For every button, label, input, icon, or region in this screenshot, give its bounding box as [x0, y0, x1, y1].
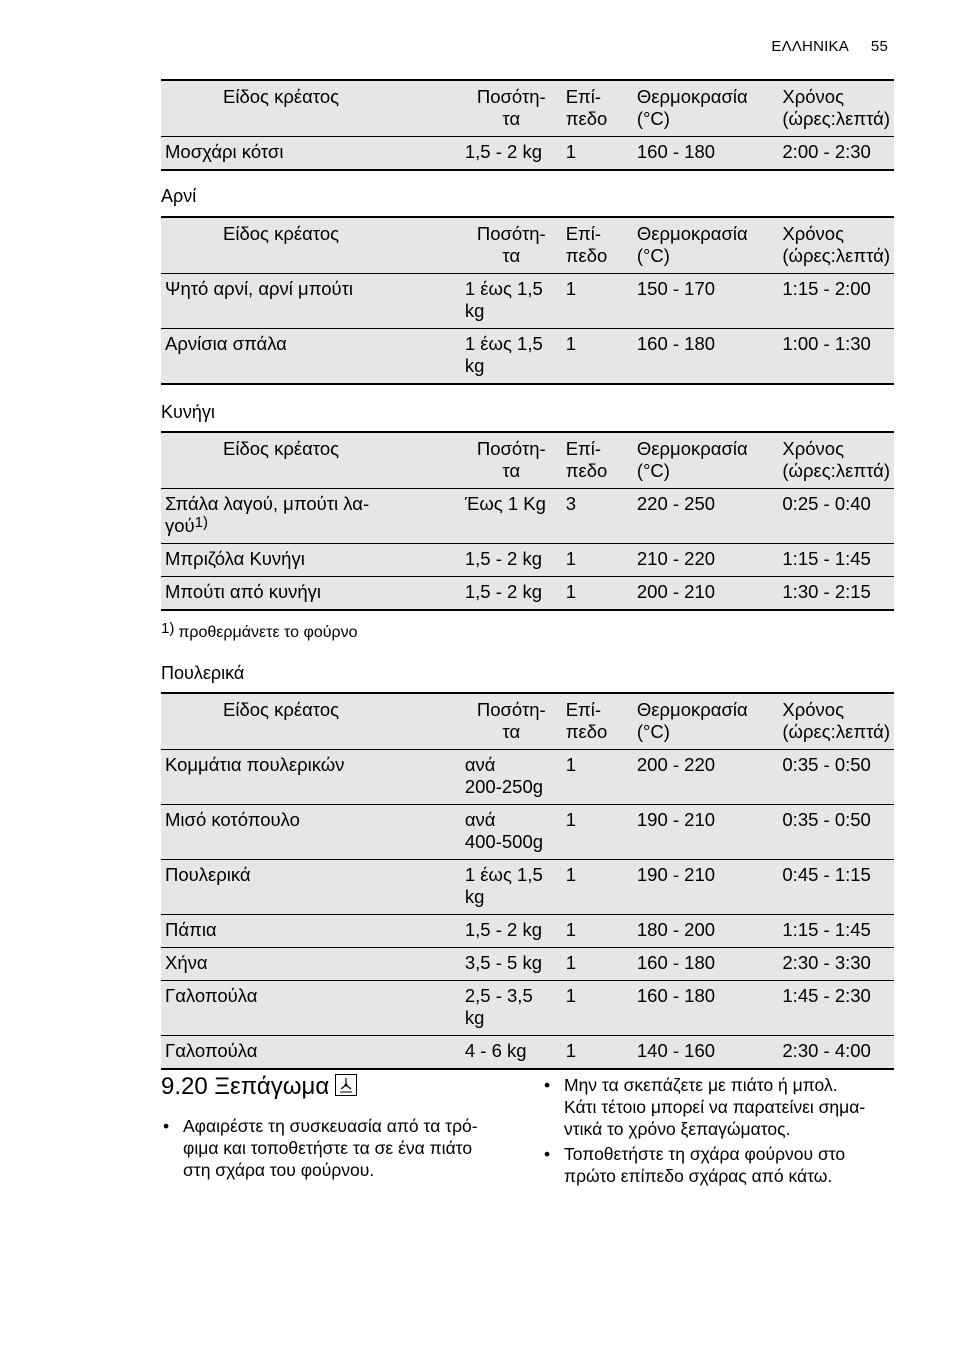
column-header: Επί- πεδο — [562, 80, 633, 137]
table-cell: 1 έως 1,5 kg — [461, 860, 562, 915]
column-header: Είδος κρέατος — [161, 693, 461, 750]
column-header: Χρόνος (ώρες:λεπτά) — [778, 432, 894, 489]
footnote-text: προθερμάνετε το φούρνο — [178, 624, 358, 641]
table-cell: Μισό κοτόπουλο — [161, 805, 461, 860]
table-header-row — [161, 693, 894, 750]
table-cell: Αρνίσια σπάλα — [161, 329, 461, 385]
defrost-section-title — [161, 1073, 357, 1101]
page-number: 55 — [870, 38, 888, 55]
table-cell: 2:30 - 3:30 — [778, 948, 894, 981]
list-item: • Αφαιρέστε τη συσκευασία από τα τρό- φιμα και τοποθετήστε τα σε ένα πιάτο στη σχάρα του φούρνου. — [161, 1115, 521, 1181]
table-cell: 1 — [562, 544, 633, 577]
table-cell: 2:00 - 2:30 — [778, 137, 894, 171]
game-table — [161, 431, 894, 611]
fan-icon — [335, 1074, 357, 1096]
table-cell: 200 - 220 — [633, 750, 779, 805]
table-row — [161, 750, 894, 805]
table-cell: ανά 200-250g — [461, 750, 562, 805]
table-cell: 3 — [562, 489, 633, 544]
table-cell: Μπριζόλα Κυνήγι — [161, 544, 461, 577]
table-row — [161, 274, 894, 329]
table-row — [161, 577, 894, 611]
game-section-title: Κυνήγι — [161, 402, 215, 422]
table-cell: 1:15 - 1:45 — [778, 915, 894, 948]
language-label: ΕΛΛΗΝΙΚΑ — [771, 38, 849, 55]
column-header: Είδος κρέατος — [161, 80, 461, 137]
list-item: • Τοποθετήστε τη σχάρα φούρνου στο πρώτο επίπεδο σχάρας από κάτω. — [542, 1143, 902, 1187]
table-row — [161, 137, 894, 171]
table-cell: 200 - 210 — [633, 577, 779, 611]
table-cell: 0:35 - 0:50 — [778, 805, 894, 860]
table-cell: Έως 1 Kg — [461, 489, 562, 544]
poultry-section-title: Πουλερικά — [161, 663, 245, 683]
table-cell: 1:45 - 2:30 — [778, 981, 894, 1036]
lamb-table — [161, 216, 894, 385]
table-cell: 1 — [562, 805, 633, 860]
page-header — [771, 38, 888, 55]
beef-table — [161, 79, 894, 171]
table-cell: 1 — [562, 1036, 633, 1070]
table-cell: 1,5 - 2 kg — [461, 915, 562, 948]
column-header: Χρόνος (ώρες:λεπτά) — [778, 693, 894, 750]
table-cell: 3,5 - 5 kg — [461, 948, 562, 981]
column-header: Ποσότη- τα — [461, 80, 562, 137]
game-footnote — [161, 620, 357, 642]
table-row — [161, 915, 894, 948]
table-cell: 190 - 210 — [633, 860, 779, 915]
table-cell: 160 - 180 — [633, 329, 779, 385]
table-cell: Γαλοπούλα — [161, 981, 461, 1036]
table-cell: 220 - 250 — [633, 489, 779, 544]
column-header: Είδος κρέατος — [161, 217, 461, 274]
table-cell: 1 — [562, 274, 633, 329]
table-cell: 140 - 160 — [633, 1036, 779, 1070]
table-cell: 1 — [562, 860, 633, 915]
column-header: Χρόνος (ώρες:λεπτά) — [778, 217, 894, 274]
column-header: Θερμοκρασία (°C) — [633, 432, 779, 489]
table-cell: 0:45 - 1:15 — [778, 860, 894, 915]
table-cell: 1,5 - 2 kg — [461, 577, 562, 611]
table-row — [161, 948, 894, 981]
column-header: Θερμοκρασία (°C) — [633, 693, 779, 750]
column-header: Επί- πεδο — [562, 217, 633, 274]
table-cell: 1,5 - 2 kg — [461, 137, 562, 171]
table-row — [161, 1036, 894, 1070]
table-cell: 0:25 - 0:40 — [778, 489, 894, 544]
table-cell: 1 — [562, 981, 633, 1036]
column-header: Επί- πεδο — [562, 432, 633, 489]
table-cell: Χήνα — [161, 948, 461, 981]
table-cell: 1 έως 1,5 kg — [461, 329, 562, 385]
table-row — [161, 805, 894, 860]
table-row — [161, 489, 894, 544]
column-header: Ποσότη- τα — [461, 693, 562, 750]
table-row — [161, 860, 894, 915]
table-cell: 2:30 - 4:00 — [778, 1036, 894, 1070]
table-cell: Πουλερικά — [161, 860, 461, 915]
table-cell: 0:35 - 0:50 — [778, 750, 894, 805]
column-header: Θερμοκρασία (°C) — [633, 217, 779, 274]
table-header-row — [161, 80, 894, 137]
table-cell: 180 - 200 — [633, 915, 779, 948]
column-header: Είδος κρέατος — [161, 432, 461, 489]
table-cell: 160 - 180 — [633, 981, 779, 1036]
defrost-right-list — [542, 1074, 902, 1190]
defrost-left-list — [161, 1115, 521, 1184]
table-cell: 1:15 - 1:45 — [778, 544, 894, 577]
table-cell: Γαλοπούλα — [161, 1036, 461, 1070]
table-row — [161, 544, 894, 577]
lamb-section-title: Αρνί — [161, 186, 197, 206]
footnote-reference: 1) — [194, 514, 208, 531]
table-cell: ανά 400-500g — [461, 805, 562, 860]
table-cell: 1 — [562, 750, 633, 805]
table-row — [161, 329, 894, 385]
table-row — [161, 981, 894, 1036]
table-cell: 1 — [562, 948, 633, 981]
footnote-marker: 1) — [161, 620, 175, 637]
table-cell: Σπάλα λαγού, μπούτι λα- γού$^{1)}$ — [161, 489, 461, 544]
column-header: Χρόνος (ώρες:λεπτά) — [778, 80, 894, 137]
table-cell: Κομμάτια πουλερικών — [161, 750, 461, 805]
table-cell: 1,5 - 2 kg — [461, 544, 562, 577]
column-header: Θερμοκρασία (°C) — [633, 80, 779, 137]
poultry-table — [161, 692, 894, 1070]
list-item: • Μην τα σκεπάζετε με πιάτο ή μπολ. Κάτι τέτοιο μπορεί να παρατείνει σημα- ντικά το χρόνο ξεπαγώματος. — [542, 1074, 902, 1140]
table-cell: Πάπια — [161, 915, 461, 948]
table-cell: 150 - 170 — [633, 274, 779, 329]
table-cell: 210 - 220 — [633, 544, 779, 577]
table-cell: 190 - 210 — [633, 805, 779, 860]
table-header-row — [161, 432, 894, 489]
table-cell: 160 - 180 — [633, 948, 779, 981]
table-cell: 1 — [562, 137, 633, 171]
table-cell: 1 — [562, 329, 633, 385]
column-header: Ποσότη- τα — [461, 432, 562, 489]
table-cell: 2,5 - 3,5 kg — [461, 981, 562, 1036]
table-cell: 1:00 - 1:30 — [778, 329, 894, 385]
table-cell: 160 - 180 — [633, 137, 779, 171]
table-cell: Μπούτι από κυνήγι — [161, 577, 461, 611]
column-header: Επί- πεδο — [562, 693, 633, 750]
table-cell: 1 έως 1,5 kg — [461, 274, 562, 329]
table-cell: 1:15 - 2:00 — [778, 274, 894, 329]
column-header: Ποσότη- τα — [461, 217, 562, 274]
table-cell: 1 — [562, 577, 633, 611]
table-cell: Ψητό αρνί, αρνί μπούτι — [161, 274, 461, 329]
table-cell: 1 — [562, 915, 633, 948]
table-cell: 4 - 6 kg — [461, 1036, 562, 1070]
table-cell: 1:30 - 2:15 — [778, 577, 894, 611]
table-cell: Μοσχάρι κότσι — [161, 137, 461, 171]
table-header-row — [161, 217, 894, 274]
defrost-title-text: 9.20 Ξεπάγωμα — [161, 1073, 330, 1100]
